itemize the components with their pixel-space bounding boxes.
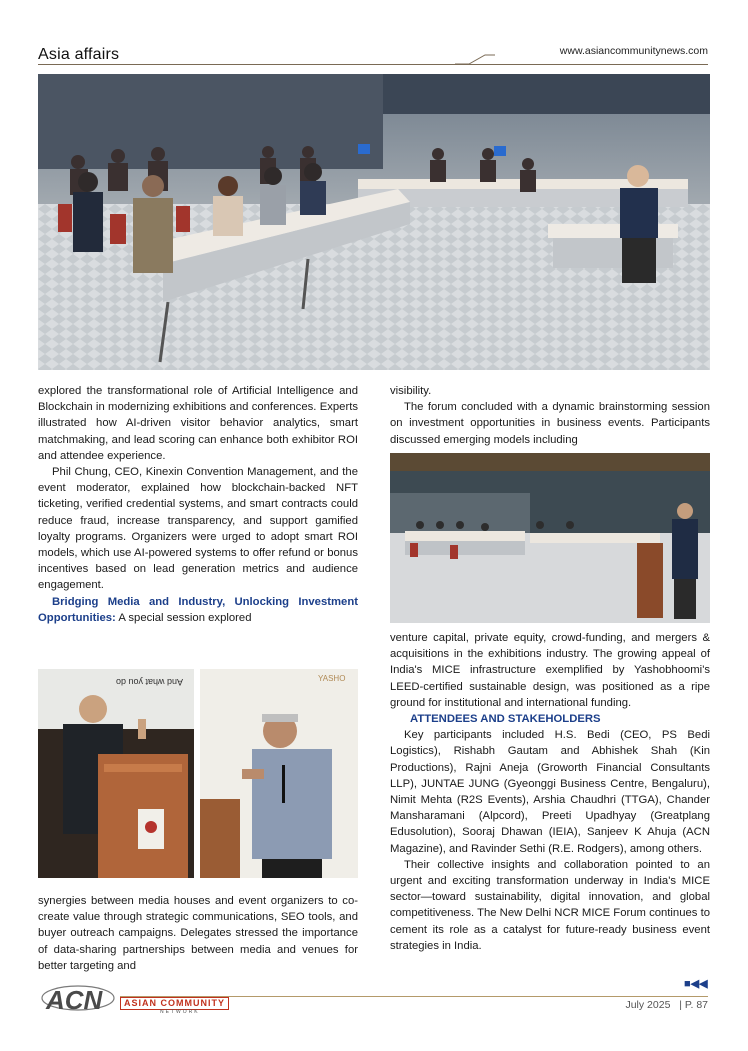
speaker-microphone-photo	[200, 669, 358, 878]
paragraph: The forum concluded with a dynamic brainstorming session on investment opportunities in business events. Participants discussed emerging models including	[390, 401, 710, 446]
slide-text: And what you do	[115, 677, 183, 687]
end-of-article-mark: ■◀◀	[684, 978, 708, 990]
left-column-top	[38, 383, 358, 626]
website-url[interactable]: www.asiancommunitynews.com	[559, 45, 708, 57]
brand-subtitle: NETWORK	[160, 1009, 200, 1015]
venue-text: YASHO	[318, 674, 346, 683]
left-column-bottom	[38, 893, 358, 974]
inline-text: A special session explored	[115, 611, 252, 624]
paragraph: visibility.	[390, 385, 432, 397]
paragraph: Phil Chung, CEO, Kinexin Convention Management, and the event moderator, explained how blockchain-backed NFT ticketing, verified credential systems, and smart contracts could reduce fraud, increase transparency, and support gamified loyalty programs. Organizers were urged to adopt smart ROI models, which use AI-powered systems to offer refund or bonus incentives based on lead generation metrics and audience engagement.	[38, 466, 358, 592]
paragraph: explored the transformational role of Artificial Intelligence and Blockchain in modernizing exhibitions and conferences. Experts illustrated how AI-driven visitor behavior analytics, smart matchmaking, and lead scoring can enhance both exhibitor ROI and attendee experience.	[38, 385, 358, 462]
acn-logo	[40, 982, 120, 1014]
page-number: | P. 87	[679, 999, 708, 1011]
footer-rule	[120, 996, 708, 997]
issue-date: July 2025	[625, 999, 671, 1011]
logo-text: ACN	[46, 985, 103, 1014]
section-title: Asia affairs	[38, 46, 120, 63]
paragraph: Key participants included H.S. Bedi (CEO, PS Bedi Logistics), Rishabh Gautam and Abhishek Shah (Kin Productions), Rajni Aneja (Groworth Financial Consultants LLP), JUNTAE JUNG (Gyeonggi Business Centre, Bengaluru), Nimit Mehta (R2S Events), Arshia Chaudhri (TTGA), Chander Mansharamani (Alpcord), Preeti Upadhyay (Greatplang Edusolution), Sooraj Dhawan (IEIA), Sanjeev K Ahuja (ACN Magazine), and Ravinder Sethi (R.E. Rodgers), among others.	[390, 729, 710, 855]
footer-date-page	[625, 999, 708, 1011]
header-notch-ornament	[455, 54, 495, 66]
header-rule	[38, 64, 708, 65]
inline-heading: Bridging Media and Industry, Unlocking Investment Opportunities:	[38, 595, 358, 624]
paragraph: synergies between media houses and event organizers to co-create value through strategic communications, SEO tools, and buyer outreach campaigns. Delegates stressed the importance of data-sharing partnerships between media and venues for better targeting and	[38, 895, 358, 972]
conference-hall-photo	[38, 74, 710, 370]
forum-hall-photo	[390, 453, 710, 623]
right-column-top	[390, 383, 710, 448]
paragraph: Their collective insights and collaboration pointed to an urgent and exciting transformation underway in India's MICE sector—toward sustainability, digital innovation, and global competitiveness. The New Delhi NCR MICE Forum continues to cement its role as a catalyst for future-ready business event strategies in India.	[390, 858, 710, 952]
section-heading: ATTENDEES AND STAKEHOLDERS	[410, 713, 601, 726]
paragraph: venture capital, private equity, crowd-funding, and mergers & acquisitions in the exhibitions industry. The growing appeal of India's MICE infrastructure exemplified by Yashobhoomi's LEED-certified sustainable design, was positioned as a ripe ground for institutional and international funding.	[390, 632, 710, 709]
brand-name: ASIAN COMMUNITY	[120, 997, 229, 1010]
speaker-podium-photo	[38, 669, 194, 878]
right-column-bottom	[390, 630, 710, 954]
paragraph	[38, 594, 358, 626]
